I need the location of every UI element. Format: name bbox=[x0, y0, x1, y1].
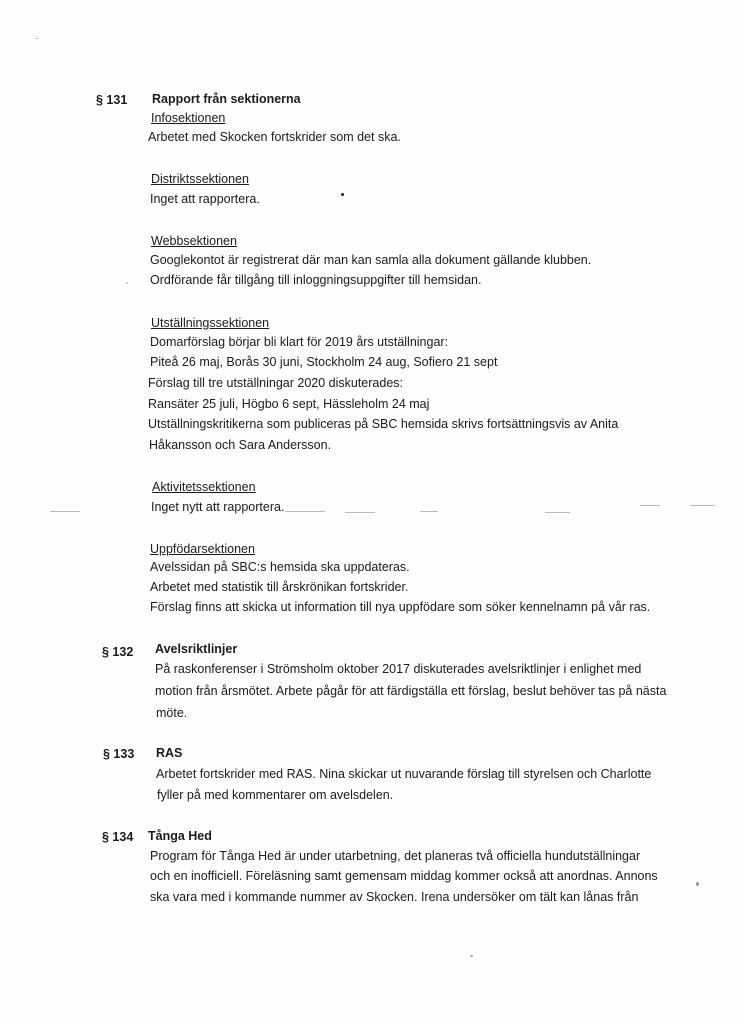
text-line: Piteå 26 maj, Borås 30 juni, Stockholm 24 aug, Sofiero 21 sept bbox=[150, 355, 498, 369]
text-line: och en inofficiell. Föreläsning samt gemensam middag kommer också att anordnas. Annons bbox=[150, 869, 658, 883]
scan-speck bbox=[35, 38, 39, 39]
section-number: § 134 bbox=[102, 830, 134, 844]
section-number: § 131 bbox=[96, 93, 128, 107]
subsection-title: Uppfödarsektionen bbox=[150, 542, 255, 556]
section-title: Avelsriktlinjer bbox=[155, 642, 238, 656]
subsection-title: Infosektionen bbox=[151, 111, 226, 125]
text-line: Förslag finns att skicka ut information till nya uppfödare som söker kennelnamn på vår ras. bbox=[150, 600, 651, 614]
scan-streak bbox=[420, 511, 438, 512]
text-line: Håkansson och Sara Andersson. bbox=[149, 438, 332, 452]
subsection-title: Utställningssektionen bbox=[151, 316, 270, 330]
text-line: På raskonferenser i Strömsholm oktober 2017 diskuterades avelsriktlinjer i enlighet med bbox=[155, 662, 642, 676]
section-number: § 133 bbox=[103, 747, 135, 761]
section-title: Rapport från sektionerna bbox=[152, 92, 301, 106]
scan-streak bbox=[690, 505, 715, 506]
section-title: Tånga Hed bbox=[148, 829, 212, 843]
section-number: § 132 bbox=[102, 645, 134, 659]
scan-streak bbox=[640, 505, 660, 506]
text-line: Domarförslag börjar bli klart för 2019 års utställningar: bbox=[150, 335, 449, 349]
section-title: RAS bbox=[156, 746, 183, 760]
text-line: Arbetet med Skocken fortskrider som det ska. bbox=[148, 130, 401, 144]
scan-streak bbox=[285, 511, 325, 512]
subsection-title: Webbsektionen bbox=[151, 234, 237, 248]
text-line: Arbetet fortskrider med RAS. Nina skickar ut nuvarande förslag till styrelsen och Charlotte bbox=[156, 767, 652, 781]
scan-streak bbox=[545, 512, 570, 513]
text-line: Förslag till tre utställningar 2020 diskuterades: bbox=[148, 376, 403, 390]
text-line: motion från årsmötet. Arbete pågår för att färdigställa ett förslag, beslut behöver tas på nästa bbox=[155, 684, 667, 698]
text-line: ska vara med i kommande nummer av Skocken. Irena undersöker om tält kan lånas från bbox=[150, 890, 639, 904]
text-line: Arbetet med statistik till årskrönikan fortskrider. bbox=[150, 580, 409, 594]
scan-speck bbox=[696, 882, 699, 886]
scan-speck bbox=[341, 193, 344, 196]
text-line: fyller på med kommentarer om avelsdelen. bbox=[157, 788, 394, 802]
scan-speck bbox=[470, 955, 473, 957]
text-line: Ordförande får tillgång till inloggningsuppgifter till hemsidan. bbox=[150, 273, 482, 287]
text-line: Inget nytt att rapportera. bbox=[151, 500, 285, 514]
scan-streak bbox=[50, 511, 80, 512]
text-line: Ransäter 25 juli, Högbo 6 sept, Hässleholm 24 maj bbox=[148, 397, 430, 411]
text-line: Inget att rapportera. bbox=[150, 192, 260, 206]
subsection-title: Aktivitetssektionen bbox=[152, 480, 256, 494]
subsection-title: Distriktssektionen bbox=[151, 172, 249, 186]
text-line: Googlekontot är registrerat där man kan samla alla dokument gällande klubben. bbox=[150, 253, 592, 267]
text-line: Utställningskritikerna som publiceras på SBC hemsida skrivs fortsättningsvis av Anita bbox=[148, 417, 619, 431]
text-line: möte. bbox=[156, 706, 188, 720]
scan-speck bbox=[126, 282, 128, 284]
scan-streak bbox=[345, 512, 375, 513]
text-line: Avelssidan på SBC:s hemsida ska uppdateras. bbox=[150, 560, 410, 574]
text-line: Program för Tånga Hed är under utarbetning, det planeras två officiella hundutställningar bbox=[150, 849, 641, 863]
